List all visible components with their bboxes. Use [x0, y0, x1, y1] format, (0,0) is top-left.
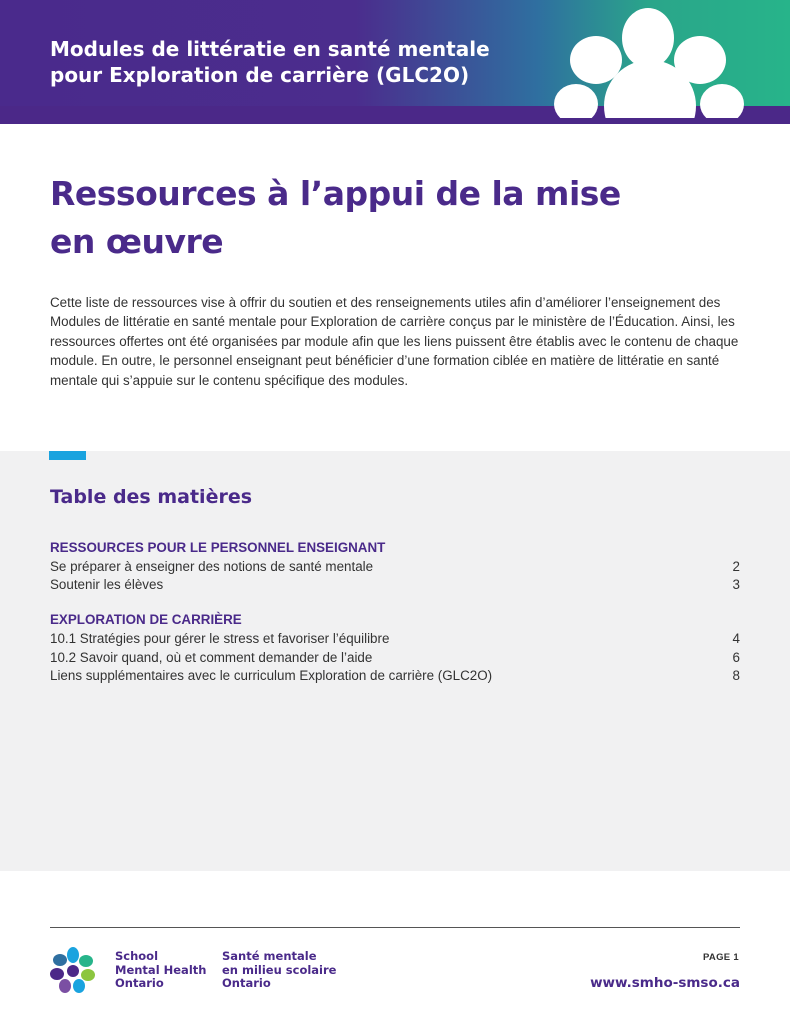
intro-paragraph: Cette liste de ressources vise à offrir du soutien et des renseignements utiles afin d’améliorer l’enseignement des Modules de littératie en santé mentale pour Exploration de carrière conçus par le ministère de l’Éducation. Ainsi, les ressources offertes ont été organisées par module afin que les liens puissent être établis avec le contenu de chaque module. En outre, le personnel enseignant peut bénéficier d’une formation ciblée en matière de littératie en santé mentale qui s’appuie sur le contenu spécifique des modules. [50, 295, 739, 388]
flower-icon [548, 8, 748, 118]
toc-entry-page: 8 [732, 668, 740, 683]
logo-text-french [222, 950, 362, 991]
toc-entry[interactable] [50, 557, 740, 576]
logo-text-english [115, 950, 225, 991]
toc-entry[interactable] [50, 648, 740, 667]
toc-entry-label: Soutenir les élèves [50, 577, 164, 592]
smho-logo-icon [48, 945, 98, 995]
page-title-line-2: en œuvre [50, 222, 224, 261]
toc-entry-page: 3 [732, 577, 740, 592]
logo-fr-line: en milieu scolaire [222, 962, 337, 977]
toc-entry[interactable] [50, 629, 740, 648]
logo-en-line: Ontario [115, 976, 164, 990]
toc-entry[interactable] [50, 575, 740, 594]
page-number [703, 952, 739, 963]
toc-entry-label: 10.2 Savoir quand, où et comment demander de l’aide [50, 650, 373, 665]
banner-title [50, 36, 570, 88]
toc-heading: Table des matières [50, 486, 253, 508]
toc-entry-label: Se préparer à enseigner des notions de santé mentale [50, 559, 374, 574]
toc-section-title-career: EXPLORATION DE CARRIÈRE [50, 612, 242, 627]
logo-en-line: Mental Health [115, 962, 207, 977]
logo-en-line: School [115, 949, 159, 963]
page-title-line-1: Ressources à l’appui de la mise [50, 174, 621, 213]
toc-accent-bar [49, 451, 86, 460]
toc-entry-label: 10.1 Stratégies pour gérer le stress et favoriser l’équilibre [50, 631, 390, 646]
toc-entry-page: 6 [732, 650, 740, 665]
page-title [50, 170, 670, 266]
logo-fr-line: Santé mentale [222, 949, 317, 963]
website-link[interactable]: www.smho-smso.ca [590, 975, 740, 991]
header-banner [0, 0, 790, 124]
banner-title-line-2: pour Exploration de carrière (GLC2O) [50, 63, 470, 87]
toc-entry[interactable] [50, 666, 740, 685]
page-label-text: PAGE [702, 952, 731, 963]
logo-fr-line: Ontario [222, 976, 271, 990]
toc-entry-label: Liens supplémentaires avec le curriculum Exploration de carrière (GLC2O) [50, 668, 493, 683]
banner-title-line-1: Modules de littératie en santé mentale [50, 37, 490, 61]
footer-divider [50, 927, 740, 928]
toc-section-title-teachers: RESSOURCES POUR LE PERSONNEL ENSEIGNANT [50, 540, 386, 555]
toc-entry-page: 2 [732, 559, 740, 574]
page-number-value: 1 [733, 952, 739, 963]
toc-entry-page: 4 [732, 631, 740, 646]
